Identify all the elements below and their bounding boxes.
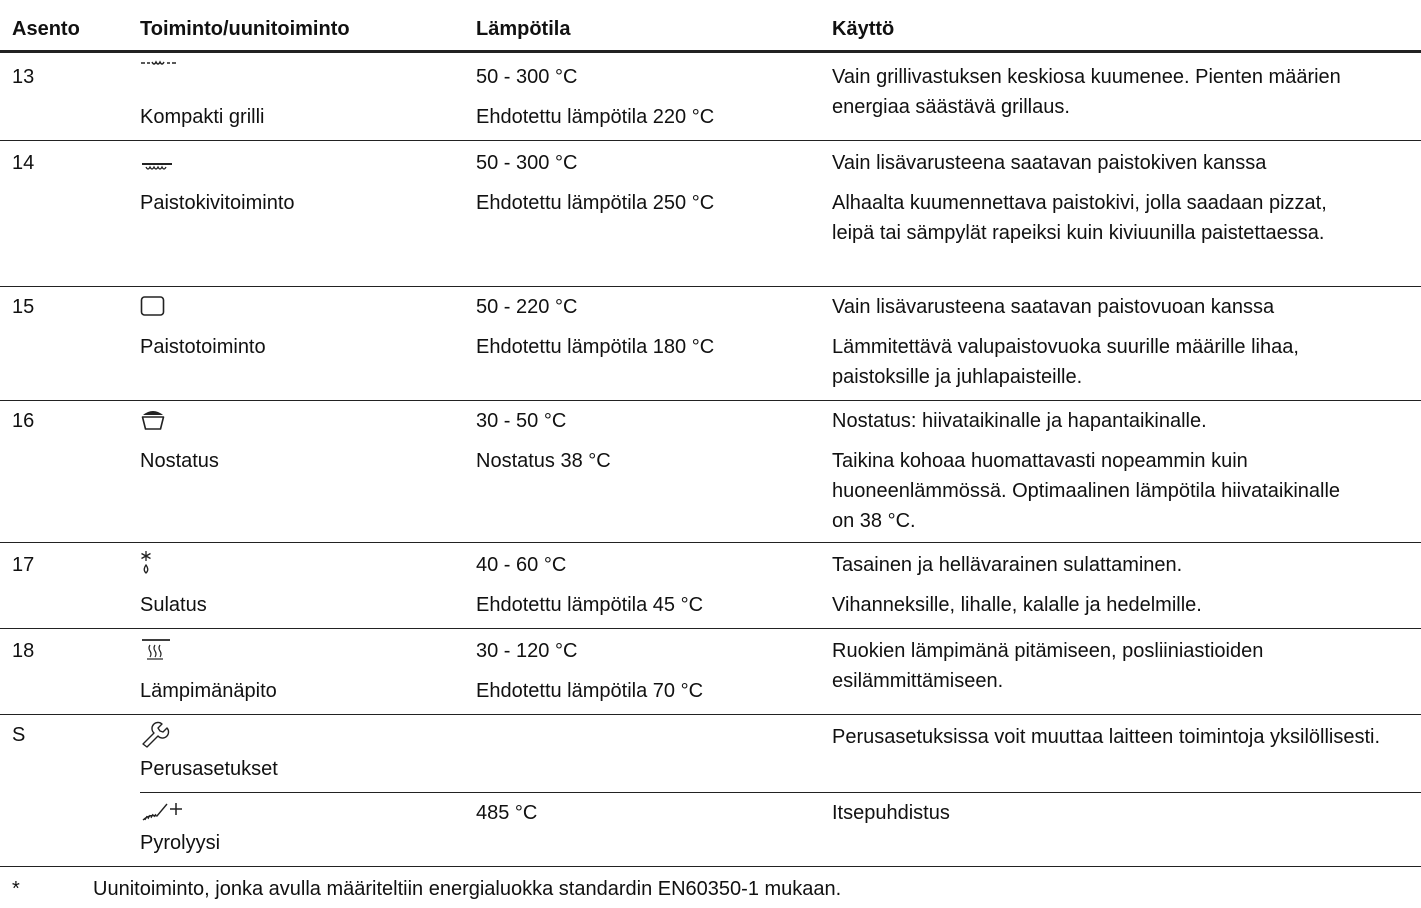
row-14-temp-range: 50 - 300 °C xyxy=(476,152,578,174)
row-17-temp-range: 40 - 60 °C xyxy=(476,554,567,576)
row-15-name: Paistotoiminto xyxy=(140,336,266,358)
row-divider xyxy=(0,286,1421,287)
row-13-use: Vain grillivastuksen keskiosa kuumenee. Pienten määrien energiaa säästävä grillaus. xyxy=(832,66,1341,118)
row-13-temp-suggested: Ehdotettu lämpötila 220 °C xyxy=(476,106,715,128)
pyrolysis-icon xyxy=(140,798,180,826)
header-kaytto: Käyttö xyxy=(832,18,895,40)
header-toiminto: Toiminto/uunitoiminto xyxy=(140,18,350,40)
row-divider xyxy=(0,714,1421,715)
row-14-use-2: Alhaalta kuumennettava paistokivi, jolla saadaan pizzat, leipä tai sämpylät rapeiksi kuin kiviuunilla paistettaessa. xyxy=(832,192,1327,244)
row-15-use-2: Lämmitettävä valupaistovuoka suurille määrille lihaa, paistoksille ja juhlapaisteille. xyxy=(832,336,1299,388)
row-17-use-1: Tasainen ja hellävarainen sulattaminen. xyxy=(832,554,1183,576)
compact-grill-icon xyxy=(140,58,180,86)
row-divider xyxy=(0,140,1421,141)
row-16-temp-range: 30 - 50 °C xyxy=(476,410,567,432)
row-15-temp-suggested: Ehdotettu lämpötila 180 °C xyxy=(476,336,715,358)
row-15-position: 15 xyxy=(12,296,35,318)
roasting-dish-icon xyxy=(140,294,180,322)
row-s-position: S xyxy=(12,724,26,746)
row-divider xyxy=(0,542,1421,543)
row-divider xyxy=(0,628,1421,629)
table-bottom-rule xyxy=(0,866,1421,867)
row-s-use: Perusasetuksissa voit muuttaa laitteen toimintoja yksilöllisesti. xyxy=(832,726,1381,748)
row-14-name: Paistokivitoiminto xyxy=(140,192,295,214)
row-14-use-1: Vain lisävarusteena saatavan paistokiven kanssa xyxy=(832,152,1267,174)
footnote-marker: * xyxy=(12,878,20,900)
row-16-use-1: Nostatus: hiivataikinalle ja hapantaikinalle. xyxy=(832,410,1207,432)
row-18-use: Ruokien lämpimänä pitämiseen, posliiniastioiden esilämmittämiseen. xyxy=(832,640,1264,692)
row-13-temp-range: 50 - 300 °C xyxy=(476,66,578,88)
row-18-name: Lämpimänäpito xyxy=(140,680,277,702)
row-16-position: 16 xyxy=(12,410,35,432)
defrost-icon xyxy=(140,548,180,576)
wrench-icon xyxy=(140,720,180,748)
row-17-use-2: Vihanneksille, lihalle, kalalle ja hedelmille. xyxy=(832,594,1202,616)
row-pyrolysis-temp: 485 °C xyxy=(476,802,538,824)
header-lampotila: Lämpötila xyxy=(476,18,571,40)
row-16-use-2: Taikina kohoaa huomattavasti nopeammin kuin huoneenlämmössä. Optimaalinen lämpötila hiivataikinalle on 38 °C. xyxy=(832,450,1341,532)
row-divider xyxy=(140,792,1421,793)
keep-warm-icon xyxy=(140,636,180,664)
row-14-position: 14 xyxy=(12,152,35,174)
row-14-temp-suggested: Ehdotettu lämpötila 250 °C xyxy=(476,192,715,214)
header-asento: Asento xyxy=(12,18,80,40)
row-15-use-1: Vain lisävarusteena saatavan paistovuoan kanssa xyxy=(832,296,1275,318)
pizza-stone-icon xyxy=(140,150,180,178)
row-13-name: Kompakti grilli xyxy=(140,106,265,128)
row-17-temp-suggested: Ehdotettu lämpötila 45 °C xyxy=(476,594,704,616)
row-18-position: 18 xyxy=(12,640,35,662)
row-17-position: 17 xyxy=(12,554,35,576)
row-16-temp-suggested: Nostatus 38 °C xyxy=(476,450,611,472)
row-15-temp-range: 50 - 220 °C xyxy=(476,296,578,318)
row-18-temp-suggested: Ehdotettu lämpötila 70 °C xyxy=(476,680,704,702)
row-18-temp-range: 30 - 120 °C xyxy=(476,640,578,662)
row-17-name: Sulatus xyxy=(140,594,207,616)
row-pyrolysis-name: Pyrolyysi xyxy=(140,832,221,854)
row-13-position: 13 xyxy=(12,66,35,88)
footnote-text: Uunitoiminto, jonka avulla määriteltiin energialuokka standardin EN60350-1 mukaan. xyxy=(93,878,842,900)
row-16-name: Nostatus xyxy=(140,450,219,472)
proving-bowl-icon xyxy=(140,408,180,436)
row-s-name: Perusasetukset xyxy=(140,758,278,780)
header-rule xyxy=(0,50,1421,53)
row-divider xyxy=(0,400,1421,401)
row-pyrolysis-use: Itsepuhdistus xyxy=(832,802,950,824)
